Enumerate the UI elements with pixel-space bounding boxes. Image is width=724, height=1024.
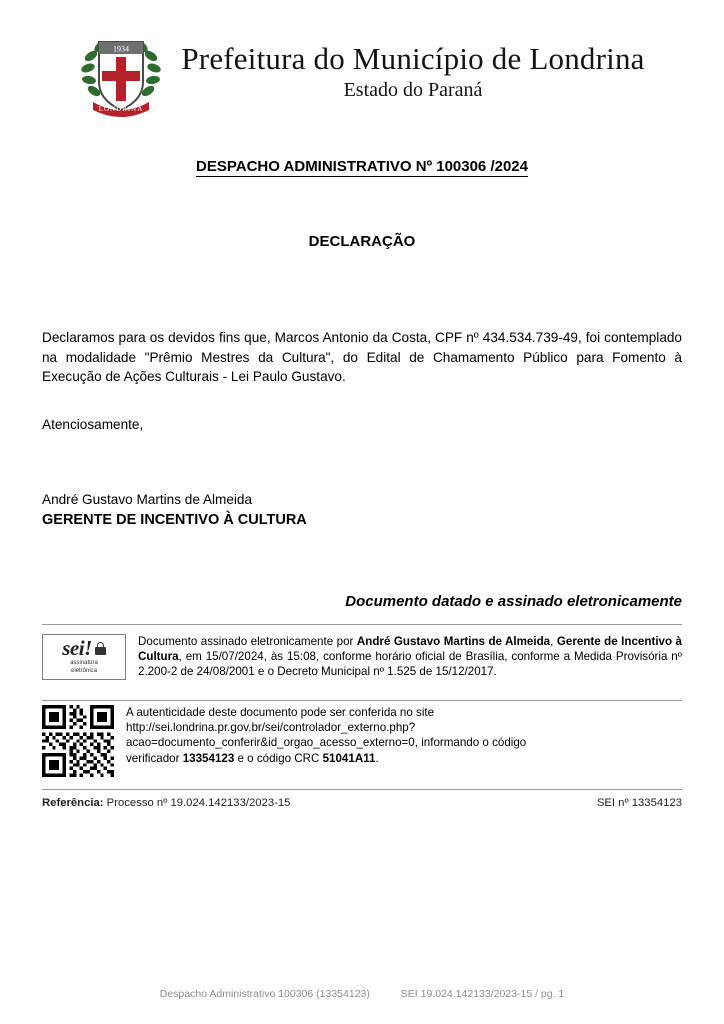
- sei-signer-name: André Gustavo Martins de Almeida: [356, 634, 551, 648]
- coat-of-arms-icon: [79, 26, 163, 118]
- reference-label: Referência:: [42, 796, 104, 809]
- footer-document-id: Despacho Administrativo 100306 (13354123): [159, 988, 370, 1000]
- page-footer: [0, 988, 724, 1000]
- body-paragraph: Declaramos para os devidos fins que, Marcos Antonio da Costa, CPF nº 434.534.739-49, foi contemplado na modalidade "Prêmio Mestres da Cultura", do Edital de Chamamento Público para Fomento à Execução de Ações Culturais - Lei Paulo Gustavo.: [42, 330, 682, 385]
- sei-text-middle-1: ,: [550, 634, 557, 648]
- signer-role: GERENTE DE INCENTIVO À CULTURA: [42, 511, 307, 528]
- closing-line: Atenciosamente,: [42, 417, 144, 433]
- sei-logo-word: sei!: [62, 635, 92, 660]
- svg-text:1934: 1934: [113, 44, 130, 54]
- document-heading: [42, 158, 682, 175]
- sei-logo-caption-2: eletrônica: [70, 667, 97, 674]
- document-heading-text: DESPACHO ADMINISTRATIVO Nº 100306 /2024: [196, 158, 528, 175]
- header-text-group: [181, 42, 644, 103]
- qr-code-icon: [42, 705, 114, 777]
- document-header: [42, 0, 682, 118]
- sei-signature-logo: [42, 634, 126, 680]
- authenticity-line-3: acao=documento_conferir&id_orgao_acesso_externo=0, informando o código: [126, 736, 527, 750]
- signer-name: André Gustavo Martins de Almeida: [42, 492, 253, 508]
- electronic-signature-note: Documento datado e assinado eletronicamente: [345, 592, 682, 610]
- reference-line: [42, 789, 682, 809]
- verifier-prefix: verificador: [126, 751, 183, 765]
- reference-value: Processo nº 19.024.142133/2023-15: [103, 796, 291, 809]
- reference-left: [42, 797, 290, 809]
- sei-logo-caption-1: assinatura: [70, 659, 98, 666]
- sei-signature-row: [42, 625, 682, 686]
- sei-text-middle-2: , em 15/07/2024, às 15:08, conforme horário oficial de Brasília, conforme a Medida Provisória nº 2.200-2 de 24/08/2001 e o Decreto Municipal nº 1.525 de 15/12/2017.: [138, 650, 682, 679]
- authenticity-text: [126, 705, 682, 766]
- svg-text:LONDRINA: LONDRINA: [99, 105, 144, 113]
- declaration-subheading: DECLARAÇÃO: [308, 233, 416, 250]
- document-body: [42, 328, 682, 387]
- sei-signer-role: Gerente de Incentivo à Cultura: [138, 634, 682, 664]
- authenticity-row: [42, 701, 682, 785]
- sei-number: SEI nº 13354123: [596, 796, 682, 809]
- crc-code: 51041A11: [322, 751, 376, 765]
- authenticity-suffix: .: [375, 751, 379, 765]
- verifier-code: 13354123: [182, 751, 235, 765]
- authenticity-line-4: [126, 751, 682, 766]
- signature-name-block: [42, 490, 682, 531]
- authenticity-line-1: A autenticidade deste documento pode ser conferida no site: [126, 705, 435, 719]
- authenticity-line-2: http://sei.londrina.pr.gov.br/sei/controlador_externo.php?: [126, 721, 416, 735]
- sei-signature-text: [138, 634, 682, 680]
- lock-icon: [95, 642, 106, 655]
- sei-text-prefix: Documento assinado eletronicamente por: [138, 634, 357, 648]
- municipality-title: Prefeitura do Município de Londrina: [181, 40, 645, 76]
- state-subtitle: Estado do Paraná: [343, 79, 483, 102]
- crc-middle: e o código CRC: [234, 751, 323, 765]
- footer-process-id: SEI 19.024.142133/2023-15 / pg. 1: [400, 988, 565, 1000]
